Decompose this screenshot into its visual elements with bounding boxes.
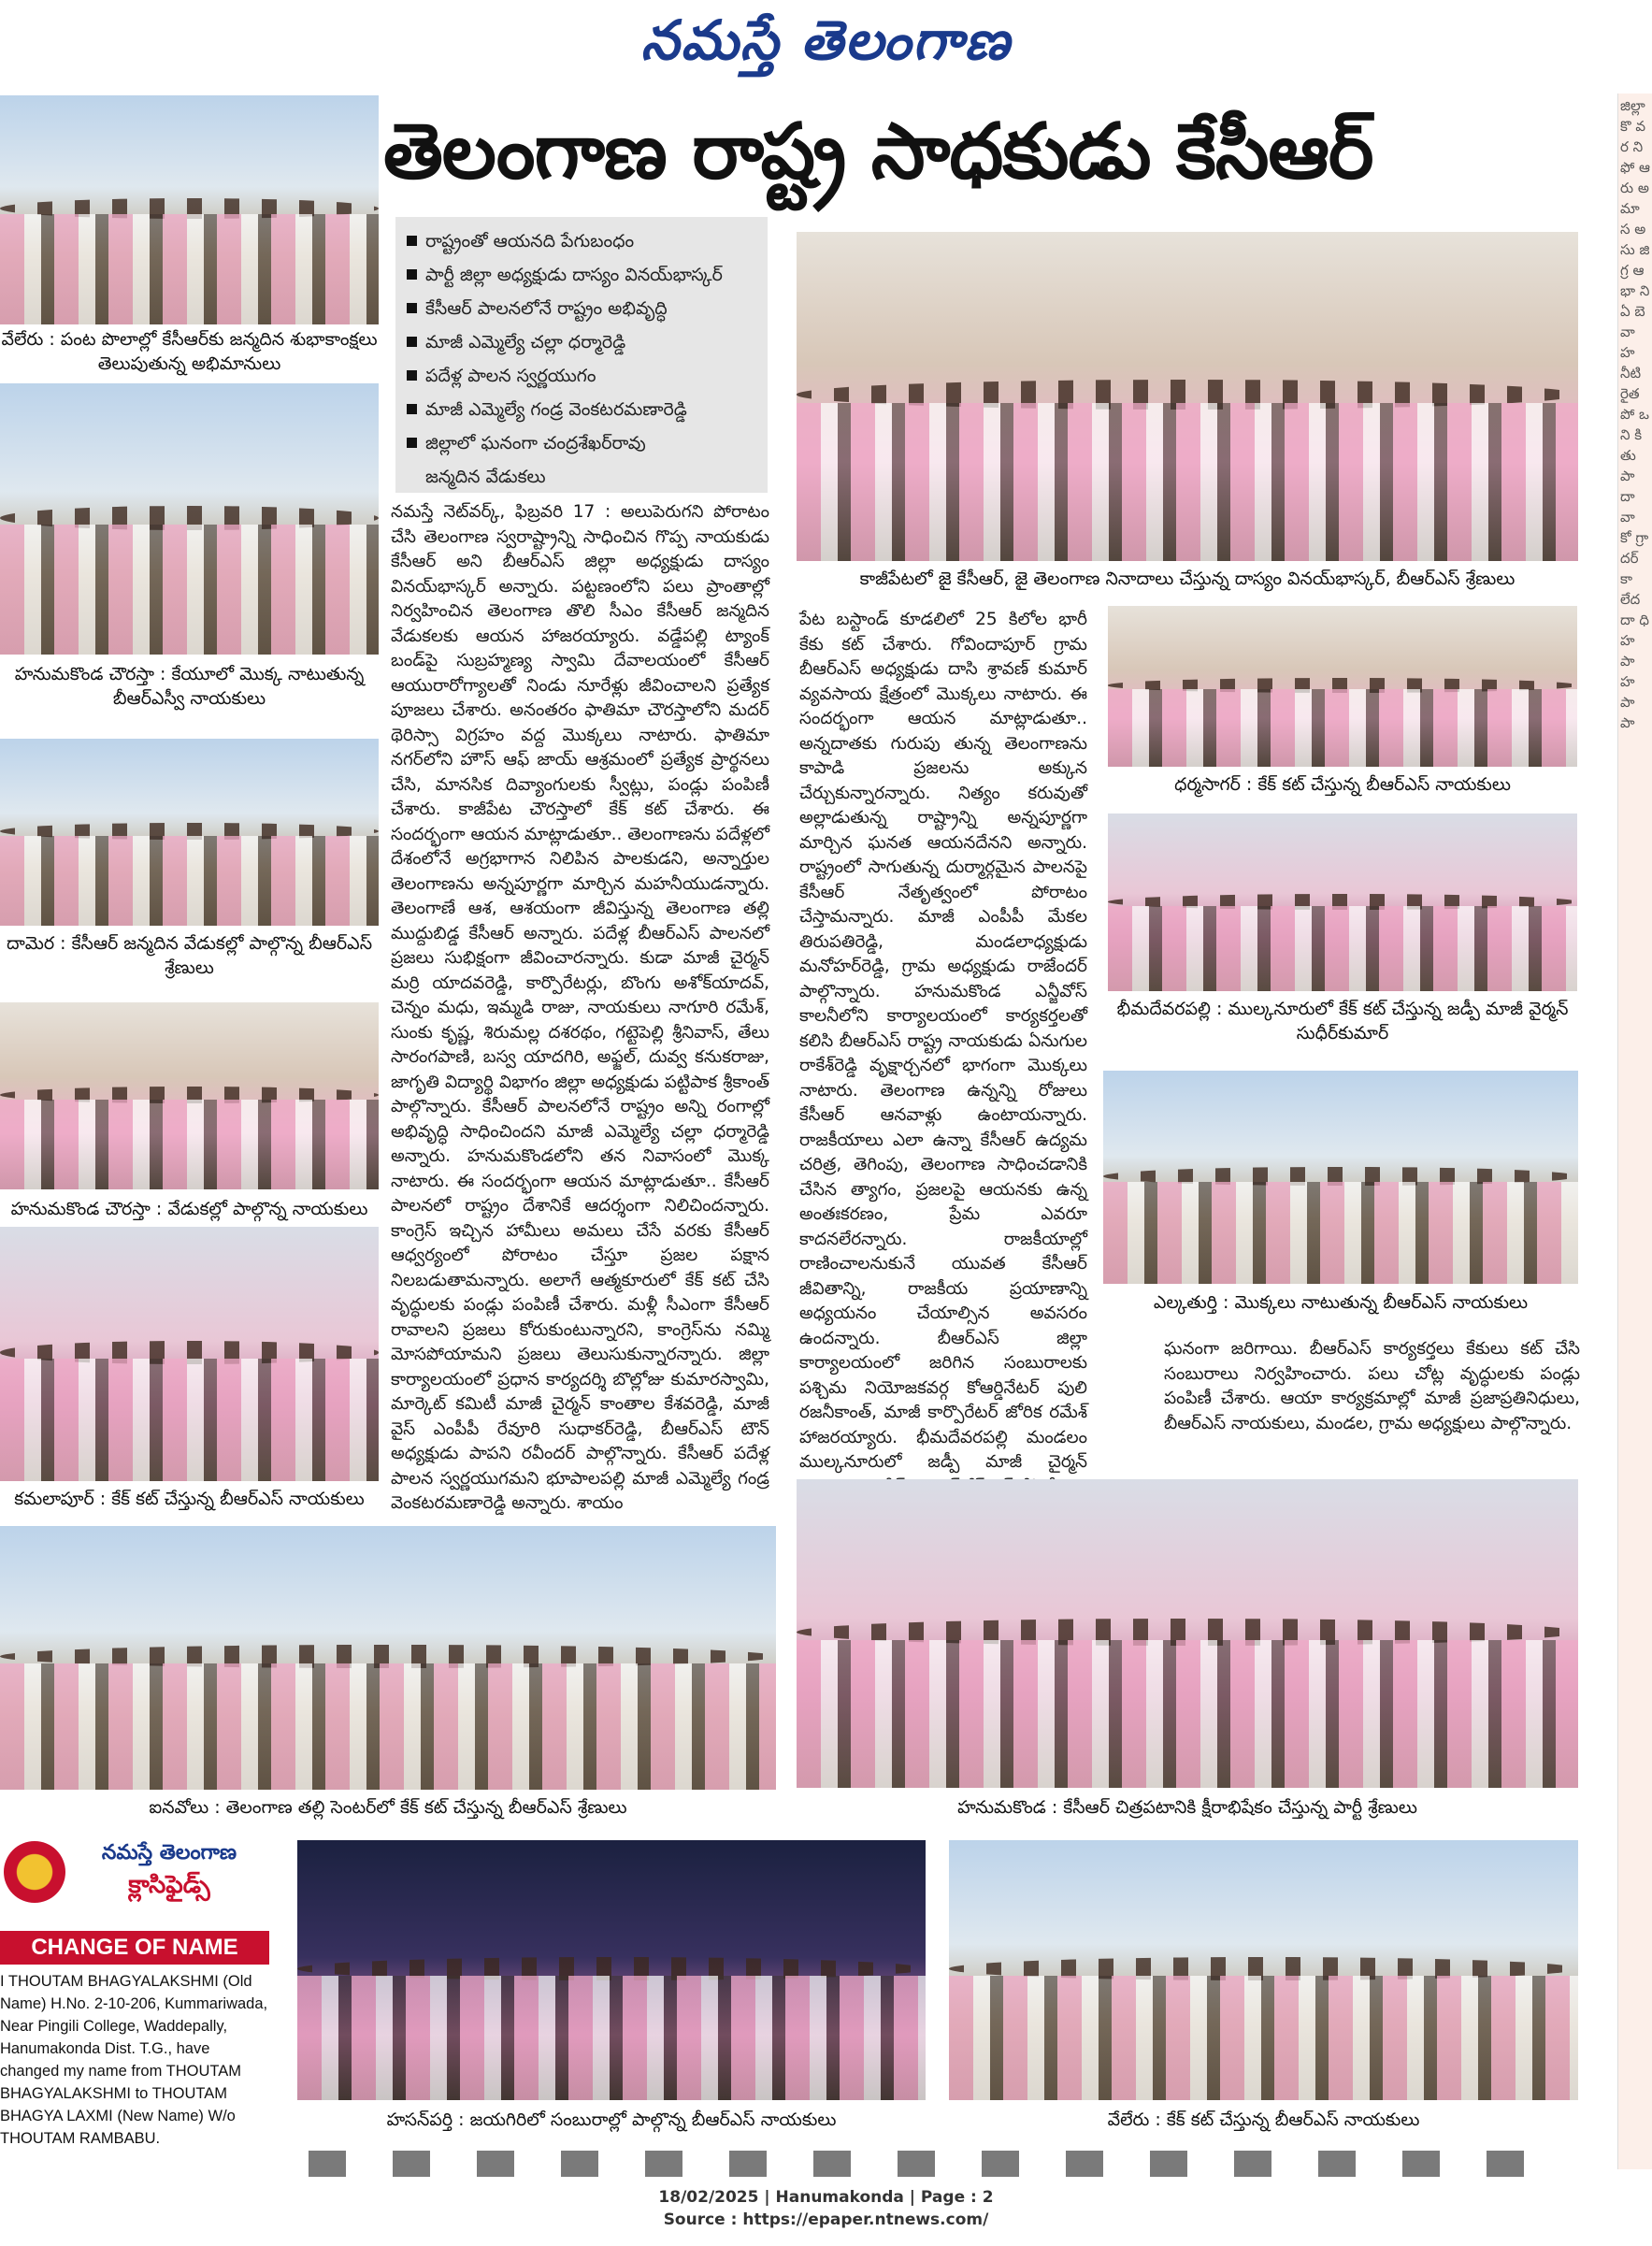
classified-heading: CHANGE OF NAME [0, 1931, 269, 1965]
highlight-item: పార్టీ జిల్లా అధ్యక్షుడు దాస్యం వినయ్‌భాస్కర్ [405, 258, 758, 292]
page-footer [0, 2186, 1652, 2239]
article-paragraph: పేట బస్టాండ్ కూడలిలో 25 కిలోల భారీ కేకు కట్ చేశారు. గోవిందాపూర్ గ్రామ బీఆర్‌ఎస్ అధ్యక్షుడు దాసి శ్రావణ్ కుమార్ వ్యవసాయ క్షేత్రంలో మొక్కలు నాటారు. ఈ సందర్భంగా ఆయన మాట్లాడుతూ.. అన్నదాతకు గురుపు తున్న తెలంగాణను కాపాడి ప్రజలను అక్కున చేర్చుకున్నారన్నారు. నిత్యం కరువుతో అల్లాడుతున్న రాష్ట్రాన్ని అన్నపూర్ణగా మార్చిన ఘనత ఆయనదేనని అన్నారు. రాష్ట్రంలో సాగుతున్న దుర్మార్గమైన పాలనపై కేసీఆర్ నేతృత్వంలో పోరాటం చేస్తామన్నారు. మాజీ ఎంపీపీ మేకల తిరుపతిరెడ్డి, మండలాధ్యక్షుడు మనోహర్‌రెడ్డి, గ్రామ అధ్యక్షుడు రాజేందర్ పాల్గొన్నారు. హనుమకొండ ఎన్జీవోస్ కాలనీలోని కార్యాలయంలో కార్యకర్తలతో కలిసి బీఆర్‌ఎస్ రాష్ట్ర నాయకుడు ఏనుగుల రాకేశ్‌రెడ్డి వృక్షార్చనలో భాగంగా మొక్కలు నాటారు. తెలంగాణ ఉన్నన్ని రోజులు కేసీఆర్ ఆనవాళ్లు ఉంటాయన్నారు. రాజకీయాలు ఎలా ఉన్నా కేసీఆర్ ఉద్యమ చరిత్ర, తెగింపు, తెలంగాణ సాధించడానికి చేసిన త్యాగం, ప్రజలపై ఆయనకు ఉన్న అంతఃకరణం, ప్రేమ ఎవరూ కాదనలేరన్నారు. రాజకీయాల్లో రాణించాలనుకునే యువత కేసీఆర్ జీవితాన్ని, రాజకీయ ప్రయాణాన్ని అధ్యయనం చేయాల్సిన అవసరం ఉందన్నారు. బీఆర్‌ఎస్ జిల్లా కార్యాలయంలో జరిగిన సంబురాలకు పశ్చిమ నియోజకవర్గ కోఆర్డినేటర్ పులి రజనీకాంత్, మాజీ కార్పొరేటర్ జోరిక రమేశ్ హాజరయ్యారు. భీమదేవరపల్లి మండలం ముల్కనూరులో జడ్పీ మాజీ చైర్మన్ [799, 610, 1087, 1472]
photo-hasanparthy [297, 1840, 926, 2100]
next-article-headline-cutoff [309, 2151, 1524, 2177]
classified-title: క్లాసిఫైడ్స్ [128, 1871, 210, 1899]
highlight-continuation: జన్మదిన వేడుకలు [425, 467, 546, 487]
highlight-item: కేసీఆర్ పాలనలోనే రాష్ట్రం అభివృద్ధి [405, 292, 758, 325]
caption-hanumakonda-ksheerabhishekam: హనుమకొండ : కేసీఆర్ చిత్రపటానికి క్షీరాభిషేకం చేస్తున్న పార్టీ శ్రేణులు [957, 1797, 1417, 1818]
highlight-item: మాజీ ఎమ్మెల్యే చల్లా ధర్మారెడ్డి [405, 325, 758, 359]
highlights-box [395, 217, 768, 493]
adjacent-article-strip: జిల్లా కొ వ ర ని ఫో ఆ రు అ మా స అ సు జి గ్ర ఆ భా ని ఏ బె వా హ నీటి రైత పో ఒ ని కి తు పా దా వా కో గ్రా దర్ కా లేద దా ధి హ పా హ పా పా [1617, 94, 1652, 2169]
caption-bheemadevarapalli: భీమదేవరపల్లి : ముల్కనూరులో కేక్ కట్ చేస్తున్న జడ్పీ మాజీ వైర్మన్ సుధీర్‌కుమార్ [1116, 999, 1569, 1044]
article-paragraph: ఘనంగా జరిగాయి. బీఆర్‌ఎస్ కార్యకర్తలు కేకులు కట్ చేసి సంబురాలు నిర్వహించారు. పలు చోట్ల వృద్ధులకు పండ్లు పంపిణీ చేశారు. ఆయా కార్యక్రమాల్లో మాజీ ప్రజాప్రతినిధులు, బీఆర్‌ఎస్ నాయకులు, మండల, గ్రామ అధ్యక్షులు పాల్గొన్నారు. [1164, 1339, 1580, 1433]
classified-notice-text: I THOUTAM BHAGYALAKSHMI (Old Name) H.No. 2-10-206, Kummariwada, Near Pingili College, Waddepally, Hanumakonda Dist. T.G., have changed my name from THOUTAM BHAGYALAKSHMI to THOUTAM BHAGYA LAXMI (New Name) W/o THOUTAM RAMBABU. [0, 1973, 268, 2147]
highlight-item: మాజీ ఎమ్మెల్యే గండ్ర వెంకటరమణారెడ్డి [405, 393, 758, 426]
classified-ad [0, 1837, 273, 2183]
photo-inavolu [0, 1526, 776, 1790]
caption-ku-plant: హనుమకొండ చౌరస్తా : కేయూలో మొక్క నాటుతున్న బీఆర్‌ఎస్వీ నాయకులు [14, 664, 365, 709]
photo-kamalapur [0, 1227, 379, 1481]
article-body-column-3 [1164, 1337, 1580, 1468]
caption-hasanparthy: హసన్‌పర్తి : జయగిరిలో సంబురాల్లో పాల్గొన్న బీఆర్‌ఎస్ నాయకులు [386, 2109, 837, 2130]
caption-kamalapur: కమలాపూర్ : కేక్ కట్ చేస్తున్న బీఆర్‌ఎస్ నాయకులు [14, 1489, 365, 1509]
classified-brand: నమస్తే తెలంగాణ [101, 1841, 237, 1864]
headline: తెలంగాణ రాష్ట్ర సాధకుడు కేసీఆర్ [383, 108, 1373, 196]
highlight-item: పదేళ్ల పాలన స్వర్ణయుగం [405, 359, 758, 393]
caption-velair-cake: వేలేరు : కేక్ కట్ చేస్తున్న బీఆర్‌ఎస్ నాయకులు [1107, 2109, 1420, 2130]
article-body-column-1 [391, 500, 769, 1513]
photo-dharmasagar [1108, 606, 1577, 767]
highlight-item: జిల్లాలో ఘనంగా చంద్రశేఖర్‌రావు [405, 426, 758, 460]
photo-elkathurthi [1103, 1071, 1578, 1284]
classified-logo-icon [4, 1841, 65, 1903]
photo-chowrasta-celebration [0, 1002, 379, 1189]
caption-damera: దామెర : కేసీఆర్ జన్మదిన వేడుకల్లో పాల్గొన్న బీఆర్‌ఎస్ శ్రేణులు [6, 933, 373, 978]
caption-velair-fields: వేలేరు : పంట పొలాల్లో కేసీఆర్‌కు జన్మదిన శుభాకాంక్షలు తెలుపుతున్న అభిమానులు [1, 329, 378, 374]
footer-date-page: 18/02/2025 | Hanumakonda | Page : 2 [658, 2188, 994, 2207]
photo-damera [0, 739, 379, 926]
footer-source-link[interactable]: Source : https://epaper.ntnews.com/ [663, 2210, 989, 2229]
photo-kazipet-slogans [797, 232, 1578, 561]
photo-ku-plant [0, 383, 379, 655]
photo-hanumakonda-ksheerabhishekam [797, 1479, 1578, 1788]
caption-dharmasagar: ధర్మసాగర్ : కేక్ కట్ చేస్తున్న బీఆర్‌ఎస్ నాయకులు [1174, 774, 1511, 795]
photo-velair-fields [0, 95, 379, 324]
article-body-column-2 [799, 608, 1087, 1472]
article-paragraph: నమస్తే నెట్‌వర్క్, ఫిబ్రవరి 17 : అలుపెరుగని పోరాటం చేసి తెలంగాణ స్వరాష్ట్రాన్ని సాధించిన గొప్ప నాయకుడు కేసీఆర్ అని బీఆర్‌ఎస్ జిల్లా అధ్యక్షుడు దాస్యం వినయ్‌భాస్కర్ అన్నారు. పట్టణంలోని పలు ప్రాంతాల్లో నిర్వహించిన తెలంగాణ తొలి సీఎం కేసీఆర్ జన్మదిన వేడుకలకు ఆయన హాజరయ్యారు. వడ్డేపల్లి ట్యాంక్ బండ్‌పై సుబ్రహ్మణ్య స్వామి దేవాలయంలో కేసీఆర్ ఆయురారోగ్యాలతో నిండు నూరేళ్లు జీవించాలని ప్రత్యేక పూజలు చేశారు. అనంతరం ఫాతిమా చౌరస్తాలోని మదర్ థెరిస్సా విగ్రహం వద్ద మొక్కలు నాటారు. ఫాతిమా నగర్‌లోని హౌస్ ఆఫ్ జాయ్ ఆశ్రమంలో ప్రత్యేక ప్రార్థనలు చేసి, మానసిక దివ్యాంగులకు స్వీట్లు, పండ్లు పంపిణీ చేశారు. కాజీపేట చౌరస్తాలో కేక్ కట్ చేశారు. ఈ సందర్భంగా ఆయన మాట్లాడుతూ.. తెలంగాణను పదేళ్లలో దేశంలోనే అగ్రభాగాన నిలిపిన పాలకుడని, అన్నార్తుల తెలంగాణను అన్నపూర్ణగా మార్చిన మహనీయుడన్నారు. తెలంగాణే ఆశ, ఆశయంగా జీవిస్తున్న తెలంగాణ తల్లి ముద్దుబిడ్డ కేసీఆర్ అన్నారు. పదేళ్ల బీఆర్‌ఎస్ పాలనలో ప్రజలు సుభిక్షంగా జీవించారన్నారు. కుడా మాజీ చైర్మన్ మర్రి యాదవరెడ్డి, కార్పొరేటర్లు, బొంగు అశోక్‌యాదవ్, చెన్నం మధు, ఇమ్మడి రాజు, నాయకులు నాగూరి రమేశ్, సుంకు కృష్ణ, శిరుమల్ల దశరథం, గట్టెపెల్లి శ్రీనివాస్, తేలు సారంగపాణి, బస్వ యాదగిరి, అఫ్జల్, దువ్వ కనుకరాజు, జాగృతి విద్యార్థి విభాగం జిల్లా అధ్యక్షుడు పట్టిపాక శ్రీకాంత్ పాల్గొన్నారు. కేసీఆర్ పాలనలోనే రాష్ట్రం అన్ని రంగాల్లో అభివృద్ధి సాధించిందని మాజీ ఎమ్మెల్యే చల్లా ధర్మారెడ్డి అన్నారు. హనుమకొండలోని తన నివాసంలో మొక్క నాటారు. ఈ సందర్భంగా ఆయన మాట్లాడుతూ.. కేసీఆర్ పాలనలో రాష్ట్రం దేశానికే ఆదర్శంగా నిలిచిందన్నారు. కాంగ్రెస్ ఇచ్చిన హామీలు అమలు చేసే వరకు కేసీఆర్ ఆధ్వర్యంలో పోరాటం చేస్తూ ప్రజల పక్షాన నిలబడుతామన్నారు. అలాగే ఆత్మకూరులో కేక్ కట్ చేసి వృద్ధులకు పండ్లు పంపిణీ చేశారు. మళ్లీ సీఎంగా కేసీఆర్ రావాలని ప్రజలు కోరుకుంటున్నారని, కాంగ్రెస్‌ను నమ్మి మోసపోయామని ప్రజలు తెలుసుకున్నారన్నారు. జిల్లా కార్యాలయంలో ప్రధాన కార్యదర్శి బొల్లోజు కుమారస్వామి, మార్కెట్ కమిటీ మాజీ చైర్మన్ కాంతాల కేశవరెడ్డి, మాజీ వైస్ ఎంపీపీ రేవూరి సుధాకర్‌రెడ్డి, బీఆర్‌ఎస్ టౌన్ అధ్యక్షుడు పాపని రవీందర్ పాల్గొన్నారు. కేసీఆర్ పదేళ్ల పాలన స్వర్ణయుగమని భూపాలపల్లి మాజీ ఎమ్మెల్యే గండ్ర వెంకటరమణారెడ్డి అన్నారు. శాయం [391, 502, 769, 1513]
caption-kazipet-slogans: కాజీపేటలో జై కేసీఆర్, జై తెలంగాణ నినాదాలు చేస్తున్న దాస్యం వినయ్‌భాస్కర్, బీఆర్‌ఎస్ శ్రేణులు [859, 569, 1516, 589]
photo-bheemadevarapalli [1108, 813, 1577, 991]
masthead-logo: నమస్తే తెలంగాణ [640, 7, 1012, 72]
highlight-item: రాష్ట్రంతో ఆయనది పేగుబంధం [405, 224, 758, 258]
caption-inavolu: ఐనవోలు : తెలంగాణ తల్లి సెంటర్‌లో కేక్ కట్ చేస్తున్న బీఆర్‌ఎస్ శ్రేణులు [149, 1797, 627, 1818]
caption-elkathurthi: ఎల్కతుర్తి : మొక్కలు నాటుతున్న బీఆర్‌ఎస్ నాయకులు [1153, 1292, 1529, 1313]
photo-velair-cake [949, 1840, 1578, 2100]
caption-chowrasta-celebration: హనుమకొండ చౌరస్తా : వేడుకల్లో పాల్గొన్న నాయకులు [10, 1199, 368, 1219]
